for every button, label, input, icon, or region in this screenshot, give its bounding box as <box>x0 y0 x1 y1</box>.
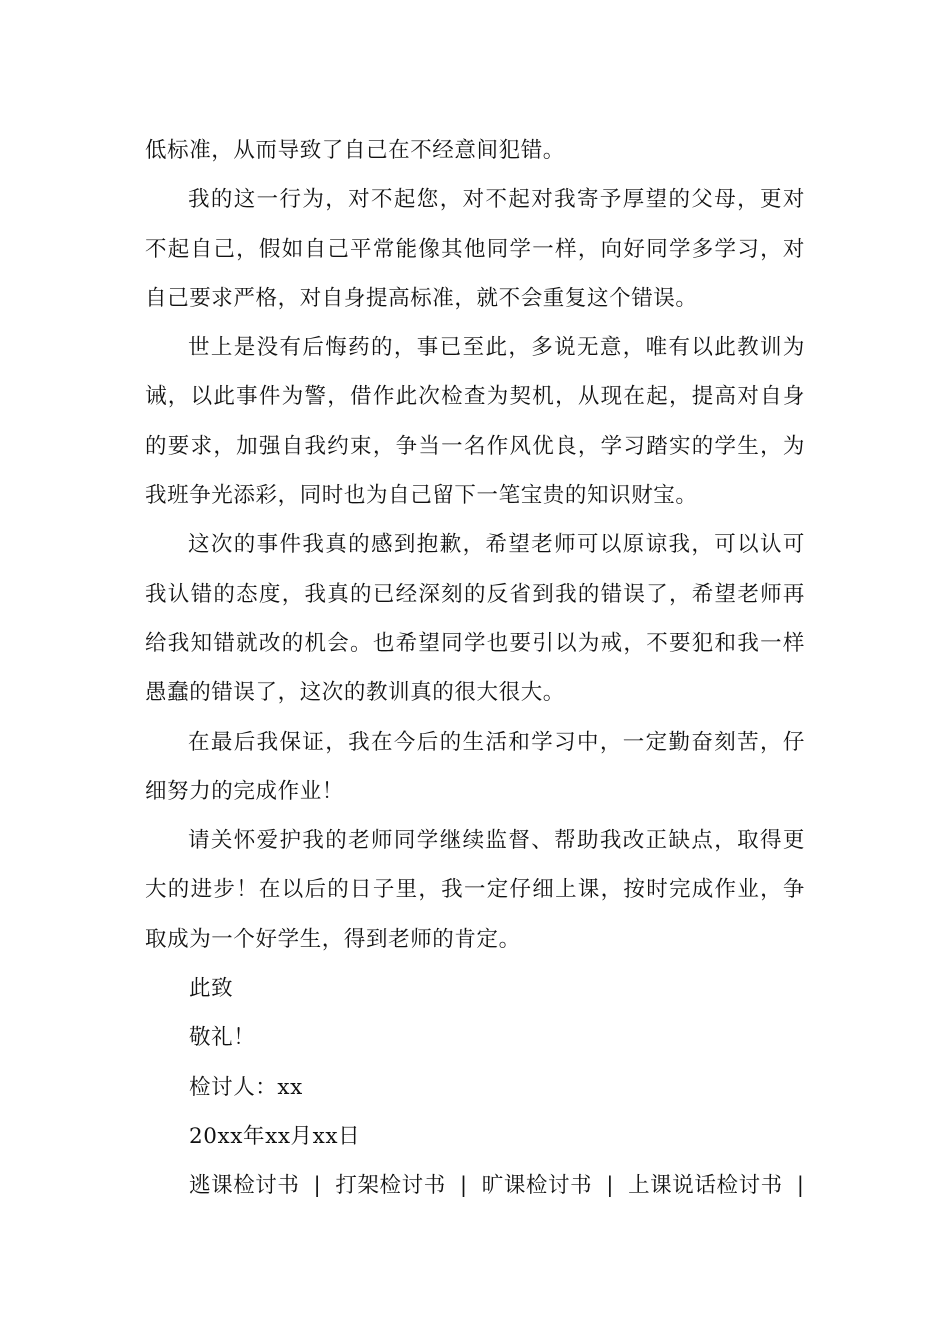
closing-salutation: 此致 <box>189 976 234 1002</box>
link-separator: | <box>606 1173 615 1199</box>
related-link-3[interactable]: 旷课检讨书 <box>481 1173 593 1199</box>
related-link-4[interactable]: 上课说话检讨书 <box>628 1173 783 1199</box>
date: 20xx年xx月xx日 <box>189 1123 361 1149</box>
closing-regards: 敬礼！ <box>189 1025 256 1051</box>
paragraph-5: 在最后我保证，我在今后的生活和学习中，一定勤奋刻苦，仔细努力的完成作业！ <box>145 729 805 804</box>
link-separator: | <box>796 1173 805 1199</box>
link-separator: | <box>459 1173 468 1199</box>
related-links <box>145 1161 805 1210</box>
related-link-1[interactable]: 逃课检讨书 <box>189 1173 300 1199</box>
signer: 检讨人：xx <box>189 1074 303 1100</box>
document-page <box>145 126 805 1211</box>
paragraph-6: 请关怀爱护我的老师同学继续监督、帮助我改正缺点，取得更大的进步！在以后的日子里，我一定仔细上课，按时完成作业，争取成为一个好学生，得到老师的肯定。 <box>145 828 805 952</box>
related-link-2[interactable]: 打架检讨书 <box>335 1173 446 1199</box>
paragraph-2: 我的这一行为，对不起您，对不起对我寄予厚望的父母，更对不起自己，假如自己平常能像其他同学一样，向好同学多学习，对自己要求严格，对自身提高标准，就不会重复这个错误。 <box>145 187 805 311</box>
paragraph-4: 这次的事件我真的感到抱歉，希望老师可以原谅我，可以认可我认错的态度，我真的已经深刻的反省到我的错误了，希望老师再给我知错就改的机会。也希望同学也要引以为戒，不要犯和我一样愚蠢的错误了，这次的教训真的很大很大。 <box>145 532 805 706</box>
link-separator: | <box>313 1173 322 1199</box>
paragraph-3: 世上是没有后悔药的，事已至此，多说无意，唯有以此教训为诫，以此事件为警，借作此次检查为契机，从现在起，提高对自身的要求，加强自我约束，争当一名作风优良，学习踏实的学生，为我班争光添彩，同时也为自己留下一笔宝贵的知识财宝。 <box>145 335 805 509</box>
paragraph-1: 低标准，从而导致了自己在不经意间犯错。 <box>145 138 565 163</box>
